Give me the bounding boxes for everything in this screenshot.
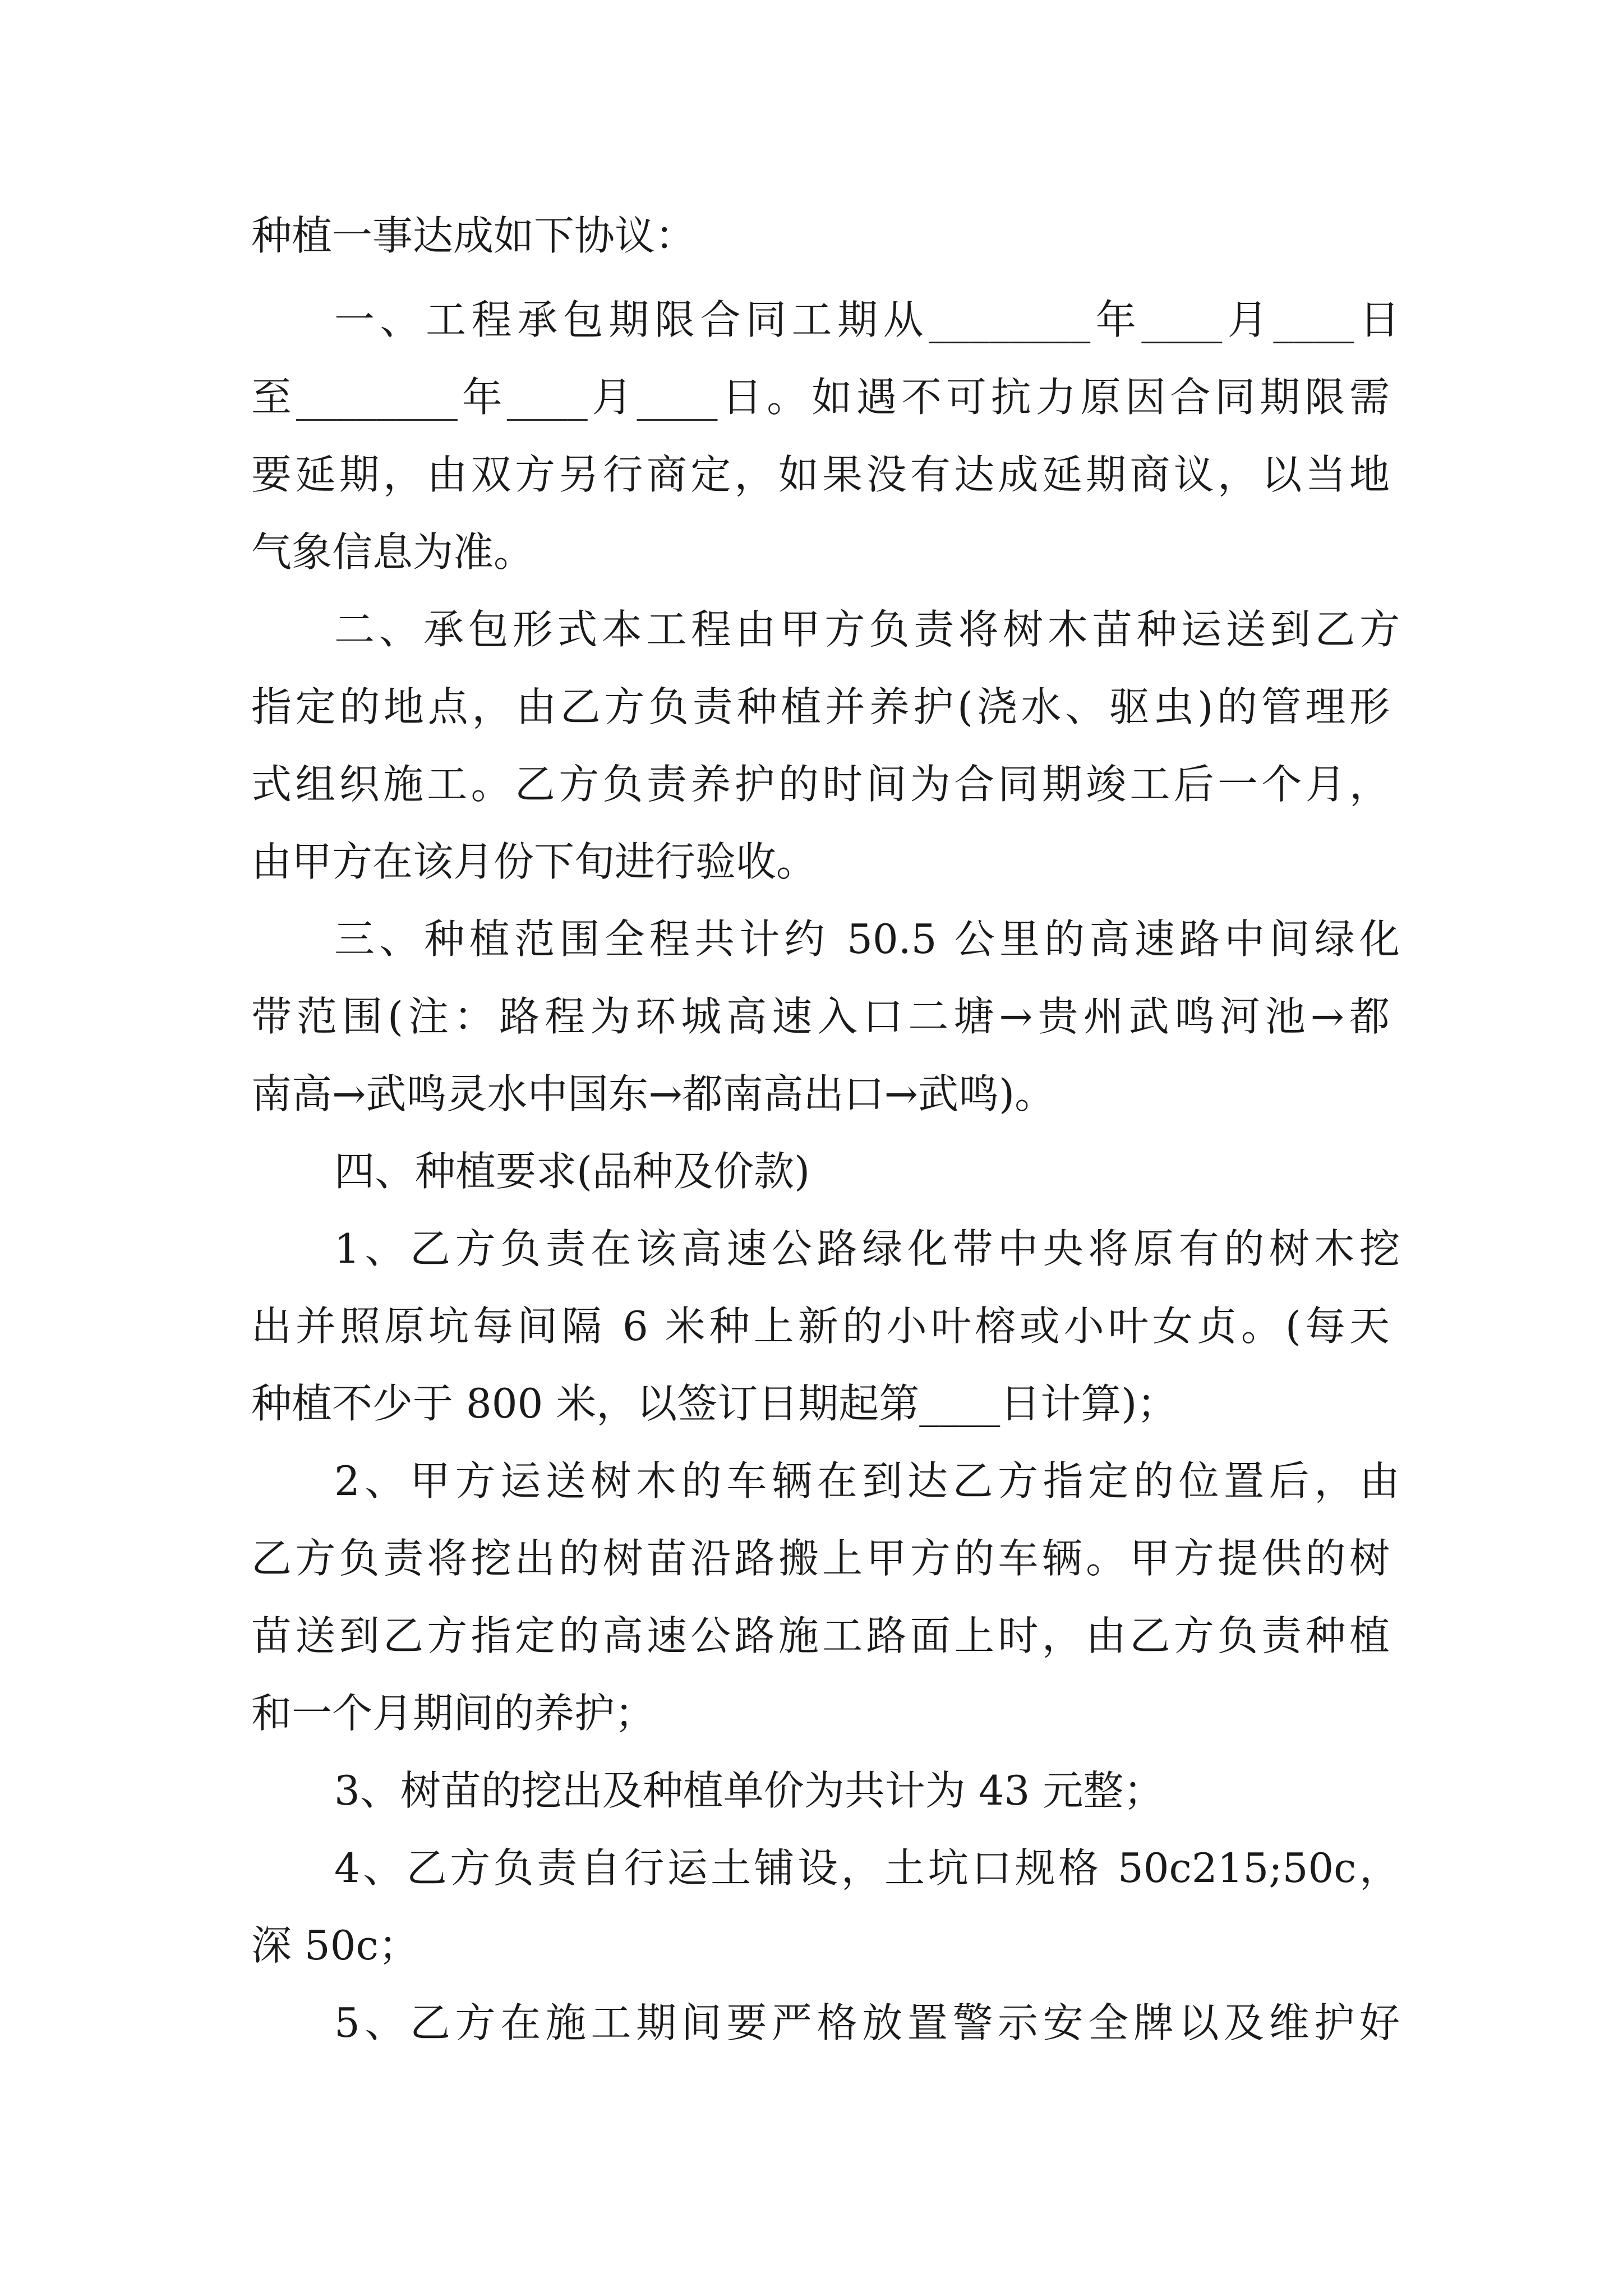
- text-line: 4、乙方负责自行运土铺设，土坑口规格 50c215;50c，: [334, 1844, 1400, 1892]
- text-line: 深 50c；: [251, 1922, 419, 1969]
- text-line: 2、甲方运送树木的车辆在到达乙方指定的位置后，由: [334, 1457, 1400, 1504]
- text-line: 种植一事达成如下协议：: [251, 212, 696, 259]
- text-line: 二、承包形式本工程由甲方负责将树木苗种运送到乙方: [334, 606, 1400, 653]
- text-line: 至________年____月____日。如遇不可抗力原因合同期限需: [251, 374, 1390, 421]
- text-line: 指定的地点，由乙方负责种植并养护(浇水、驱虫)的管理形: [251, 683, 1390, 730]
- text-line: 乙方负责将挖出的树苗沿路搬上甲方的车辆。甲方提供的树: [251, 1535, 1390, 1582]
- text-line: 苗送到乙方指定的高速公路施工路面上时，由乙方负责种植: [251, 1612, 1390, 1659]
- text-line: 三、种植范围全程共计约 50.5 公里的高速路中间绿化: [334, 915, 1400, 963]
- text-line: 3、树苗的挖出及种植单价为共计为 43 元整；: [334, 1767, 1164, 1814]
- text-line: 5、乙方在施工期间要严格放置警示安全牌以及维护好: [334, 1999, 1400, 2046]
- text-line: 一、工程承包期限合同工期从________年____月____日: [334, 296, 1400, 343]
- text-line: 式组织施工。乙方负责养护的时间为合同期竣工后一个月，: [251, 761, 1390, 808]
- text-line: 1、乙方负责在该高速公路绿化带中央将原有的树木挖: [334, 1225, 1400, 1272]
- text-line: 南高→武鸣灵水中国东→都南高出口→武鸣)。: [251, 1070, 1055, 1117]
- text-line: 由甲方在该月份下旬进行验收。: [251, 838, 817, 885]
- text-line: 气象信息为准。: [251, 528, 534, 576]
- text-line: 和一个月期间的养护；: [251, 1690, 656, 1737]
- text-line: 出并照原坑每间隔 6 米种上新的小叶榕或小叶女贞。(每天: [251, 1303, 1390, 1350]
- text-line: 四、种植要求(品种及价款): [334, 1148, 810, 1195]
- text-line: 要延期，由双方另行商定，如果没有达成延期商议，以当地: [251, 451, 1390, 498]
- text-line: 种植不少于 800 米，以签订日期起第____日计算)；: [251, 1380, 1178, 1427]
- text-line: 带范围(注：路程为环城高速入口二塘→贵州武鸣河池→都: [251, 993, 1390, 1040]
